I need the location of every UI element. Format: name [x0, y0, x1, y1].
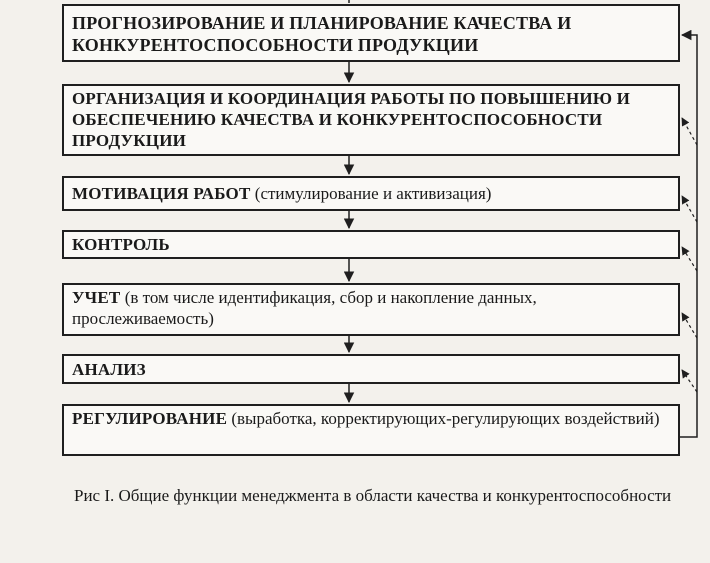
box-accounting: [62, 283, 680, 336]
box-organization-coordination: [62, 84, 680, 156]
box-motivation: [62, 176, 680, 211]
box-analysis: [62, 354, 680, 384]
feedback-loop-line: [680, 35, 697, 437]
figure-caption: Рис I. Общие функции менеджмента в области качества и конкурентоспособности: [74, 486, 672, 505]
box-control: [62, 230, 680, 259]
feedback-dashed-arrow-3: [682, 196, 697, 222]
box-title: ПРОГНОЗИРОВАНИЕ И ПЛАНИРОВАНИЕ КАЧЕСТВА И КОНКУРЕНТОСПОСОБНОСТИ ПРОДУКЦИИ: [72, 13, 572, 55]
box-title: РЕГУЛИРОВАНИЕ: [72, 409, 228, 428]
box-title: АНАЛИЗ: [72, 360, 146, 379]
box-forecasting-planning: [62, 4, 680, 62]
feedback-dashed-arrow-5: [682, 313, 697, 338]
feedback-dashed-arrow-4: [682, 247, 697, 271]
box-subtitle: (выработка, корректирующих-регулирующих воздействий): [227, 409, 660, 428]
feedback-dashed-arrow-6: [682, 370, 697, 392]
box-title: МОТИВАЦИЯ РАБОТ: [72, 184, 251, 203]
box-subtitle: (в том числе идентификация, сбор и накопление данных, прослеживаемость): [72, 288, 537, 328]
box-regulation: [62, 404, 680, 456]
box-subtitle: (стимулирование и активизация): [250, 184, 492, 203]
box-title: УЧЕТ: [72, 288, 121, 307]
box-title: КОНТРОЛЬ: [72, 235, 170, 254]
feedback-dashed-arrow-2: [682, 118, 697, 145]
box-title: ОРГАНИЗАЦИЯ И КООРДИНАЦИЯ РАБОТЫ ПО ПОВЫШЕНИЮ И ОБЕСПЕЧЕНИЮ КАЧЕСТВА И КОНКУРЕНТОСПОСОБНОСТИ ПРОДУКЦИИ: [72, 89, 631, 150]
